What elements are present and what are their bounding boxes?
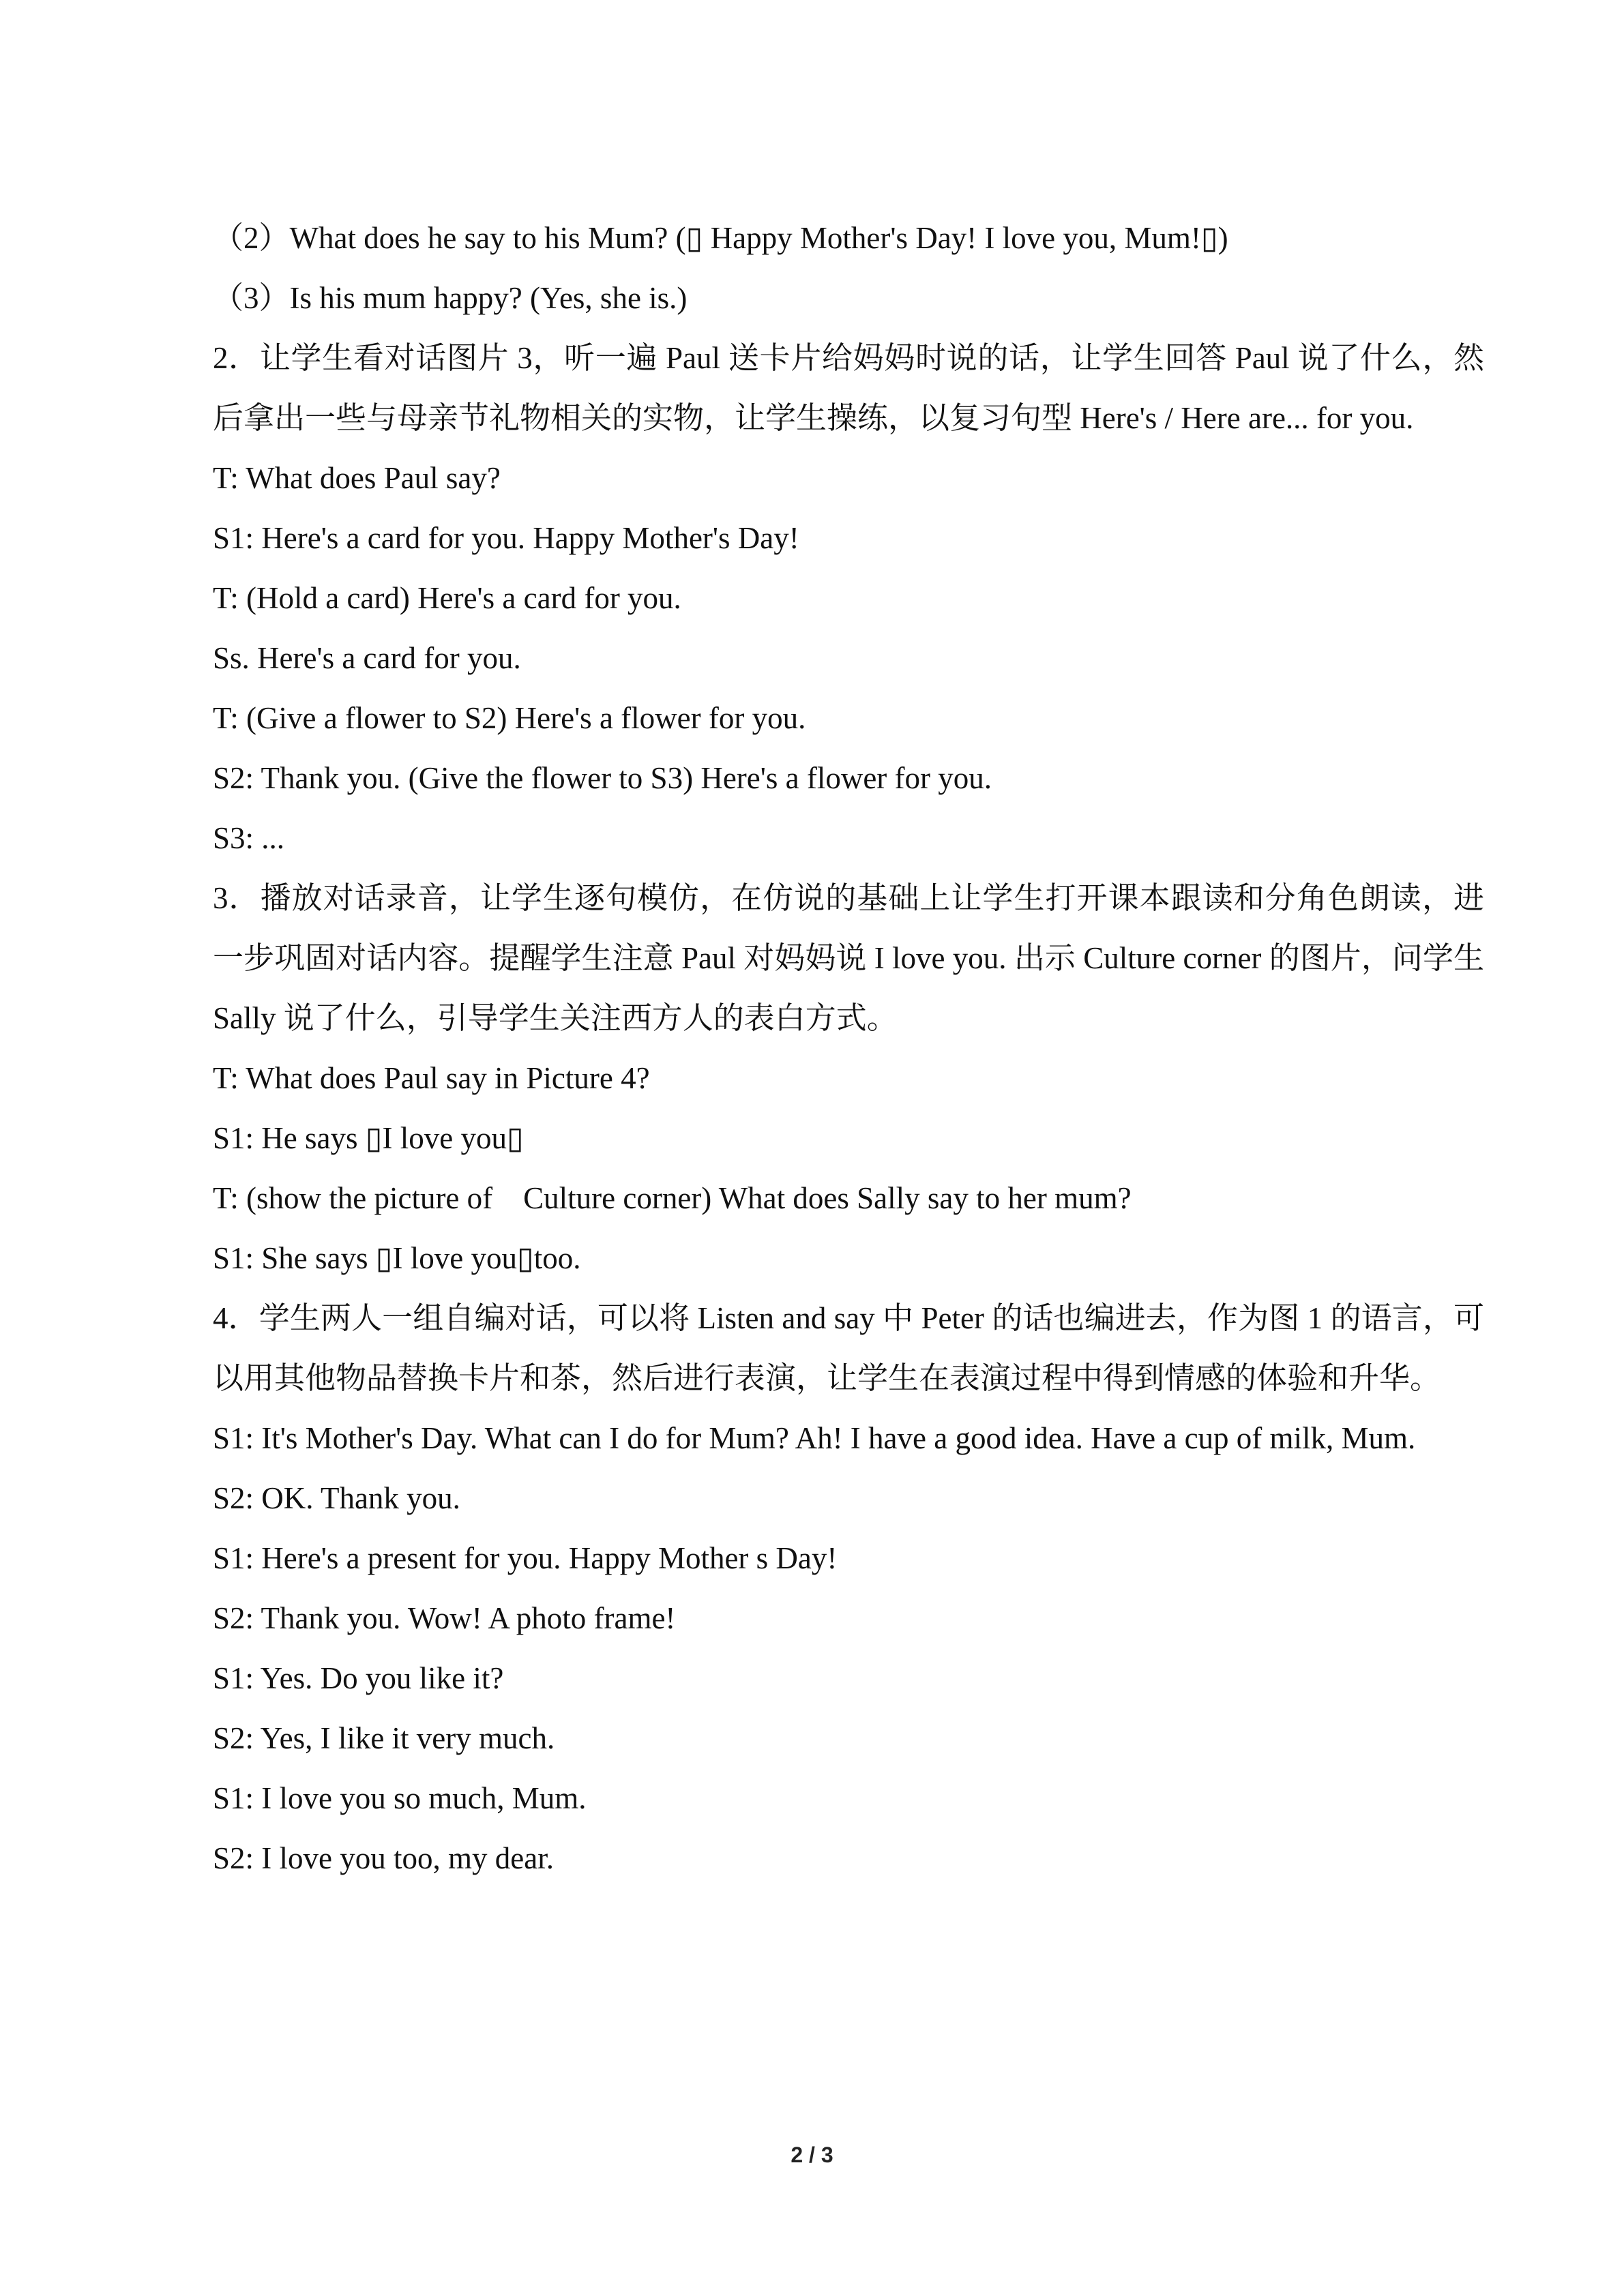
- document-body: [147, 208, 1484, 1888]
- dialogue-line: Ss. Here's a card for you.: [213, 641, 521, 675]
- dialogue-line: S1: Here's a card for you. Happy Mother's Day!: [213, 521, 799, 555]
- dialogue-line: S3: ...: [213, 821, 285, 855]
- dialogue-line: T: (Give a flower to S2) Here's a flower for you.: [213, 701, 806, 735]
- dialogue-line: S2: Thank you. Wow! A photo frame!: [213, 1601, 676, 1635]
- dialogue-line: S1: She says ▯I love you▯too.: [213, 1241, 581, 1275]
- dialogue-line: T: (Hold a card) Here's a card for you.: [213, 581, 681, 615]
- dialogue-line: S1: It's Mother's Day. What can I do for Mum? Ah! I have a good idea. Have a cup of milk, Mum.: [213, 1421, 1416, 1455]
- dialogue-line: T: What does Paul say?: [213, 461, 501, 495]
- dialogue-line: S2: I love you too, my dear.: [213, 1841, 554, 1875]
- dialogue-line: S2: Yes, I like it very much.: [213, 1721, 555, 1755]
- dialogue-line: S1: I love you so much, Mum.: [213, 1781, 587, 1815]
- question-line-2: （2）What does he say to his Mum? (▯ Happy Mother's Day! I love you, Mum!▯): [213, 221, 1228, 255]
- dialogue-line: T: What does Paul say in Picture 4?: [213, 1061, 650, 1095]
- step-4-paragraph: 4．学生两人一组自编对话，可以将 Listen and say 中 Peter 的话也编进去，作为图 1 的语言，可以用其他物品替换卡片和茶，然后进行表演，让学生在表演过程中得到情感的体验和升华。: [213, 1301, 1484, 1395]
- dialogue-line: S1: Yes. Do you like it?: [213, 1661, 504, 1695]
- step-3-paragraph: 3．播放对话录音，让学生逐句模仿，在仿说的基础上让学生打开课本跟读和分角色朗读，进一步巩固对话内容。提醒学生注意 Paul 对妈妈说 I love you. 出示 Culture corner 的图片，问学生 Sally 说了什么，引导学生关注西方人的表白方式。: [213, 881, 1484, 1035]
- dialogue-line: T: (show the picture of Culture corner) What does Sally say to her mum?: [213, 1181, 1132, 1215]
- step-2-paragraph: 2．让学生看对话图片 3，听一遍 Paul 送卡片给妈妈时说的话，让学生回答 Paul 说了什么，然后拿出一些与母亲节礼物相关的实物，让学生操练，以复习句型 Here's / Here are... for you.: [213, 341, 1484, 435]
- dialogue-line: S2: OK. Thank you.: [213, 1481, 460, 1515]
- dialogue-line: S1: He says ▯I love you▯: [213, 1121, 524, 1155]
- dialogue-line: S2: Thank you. (Give the flower to S3) Here's a flower for you.: [213, 761, 992, 795]
- question-line-3: （3）Is his mum happy? (Yes, she is.): [213, 281, 688, 315]
- page-number: 2 / 3: [791, 2143, 833, 2167]
- dialogue-line: S1: Here's a present for you. Happy Mother s Day!: [213, 1541, 838, 1575]
